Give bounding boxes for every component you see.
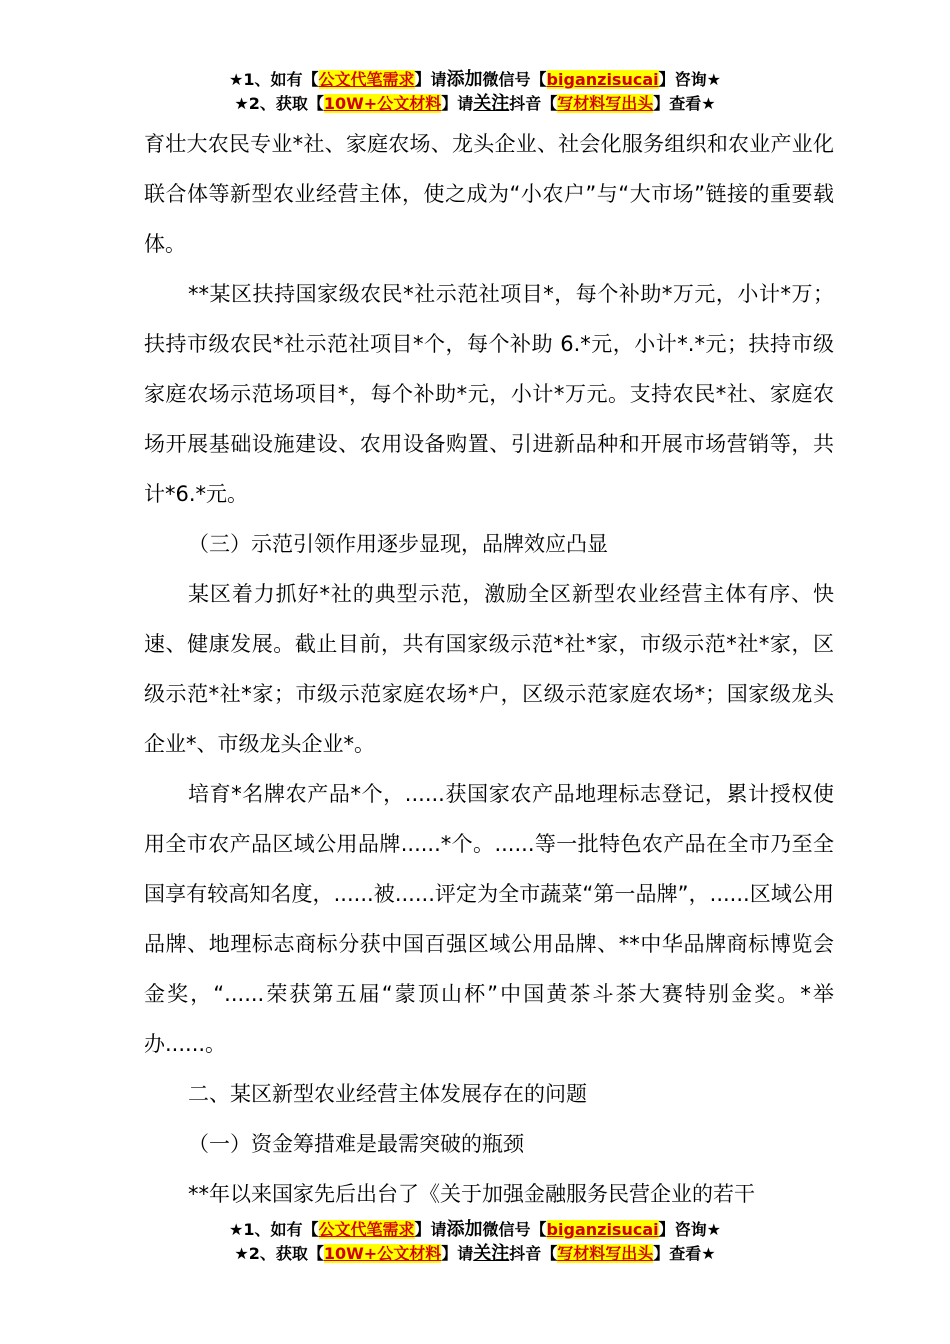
banner-highlight-wechat-id: biganzisucai bbox=[546, 1220, 659, 1239]
footer-banner bbox=[0, 1218, 950, 1266]
banner-text: ★1、如有【 bbox=[229, 70, 319, 89]
banner-text: ★2、获取【 bbox=[234, 1244, 324, 1263]
banner-highlight-materials: 10W+公文材料 bbox=[323, 1244, 442, 1263]
banner-text: 】请 bbox=[414, 70, 447, 89]
banner-text: 】查看★ bbox=[653, 1244, 716, 1263]
banner-text: 】咨询★ bbox=[658, 1220, 721, 1239]
banner-emphasis: 关注 bbox=[473, 93, 510, 114]
header-banner-line-1 bbox=[0, 68, 950, 92]
banner-text: ★2、获取【 bbox=[234, 94, 324, 113]
paragraph: 二、某区新型农业经营主体发展存在的问题 bbox=[188, 1082, 587, 1106]
banner-text: 】请 bbox=[414, 1220, 447, 1239]
paragraph: 培育*名牌农产品*个，......获国家农产品地理标志登记，累计授权使用全市农产品区域公用品牌......*个。......等一批特色农产品在全市乃至全国享有较高知名度，......被......评定为全市蔬菜“第一品牌”，......区域公用品牌、地理标志商标分获中国百强区域公用品牌、**中华品牌商标博览会金奖，“......荣获第五届“蒙顶山杯”中国黄茶斗茶大赛特别金奖。*举办......。 bbox=[144, 782, 835, 1056]
banner-highlight-wechat-id: biganzisucai bbox=[546, 70, 659, 89]
banner-text: 微信号【 bbox=[482, 70, 547, 89]
banner-text: 抖音【 bbox=[509, 94, 558, 113]
banner-highlight-service: 公文代笔需求 bbox=[318, 70, 415, 89]
banner-emphasis: 关注 bbox=[473, 1243, 510, 1264]
banner-highlight-douyin-account: 写材料写出头 bbox=[557, 1244, 654, 1263]
paragraph: 育壮大农民专业*社、家庭农场、龙头企业、社会化服务组织和农业产业化联合体等新型农业经营主体，使之成为“小农户”与“大市场”链接的重要载体。 bbox=[144, 132, 834, 256]
paragraph: （一）资金筹措难是最需突破的瓶颈 bbox=[188, 1132, 524, 1156]
banner-text: 抖音【 bbox=[509, 1244, 558, 1263]
header-banner-line-2 bbox=[0, 92, 950, 116]
header-banner bbox=[0, 68, 950, 116]
banner-highlight-materials: 10W+公文材料 bbox=[323, 94, 442, 113]
banner-text: 】咨询★ bbox=[658, 70, 721, 89]
banner-highlight-service: 公文代笔需求 bbox=[318, 1220, 415, 1239]
banner-highlight-douyin-account: 写材料写出头 bbox=[557, 94, 654, 113]
banner-emphasis: 添加 bbox=[446, 69, 483, 90]
banner-text: 微信号【 bbox=[482, 1220, 547, 1239]
banner-text: 】请 bbox=[441, 94, 474, 113]
footer-banner-line-1 bbox=[0, 1218, 950, 1242]
paragraph: **年以来国家先后出台了《关于加强金融服务民营企业的若干 bbox=[188, 1182, 755, 1206]
paragraph: **某区扶持国家级农民*社示范社项目*，每个补助*万元，小计*万；扶持市级农民*社示范社项目*个，每个补助 6.*元，小计*.*元；扶持市级家庭农场示范场项目*，每个补助*元，小计*万元。支持农民*社、家庭农场开展基础设施建设、农用设备购置、引进新品种和开展市场营销等，共计*6.*元。 bbox=[144, 282, 834, 506]
banner-text: 】查看★ bbox=[653, 94, 716, 113]
paragraph: 某区着力抓好*社的典型示范，激励全区新型农业经营主体有序、快速、健康发展。截止目前，共有国家级示范*社*家，市级示范*社*家，区级示范*社*家；市级示范家庭农场*户，区级示范家庭农场*；国家级龙头企业*、市级龙头企业*。 bbox=[144, 582, 834, 756]
paragraph: （三）示范引领作用逐步显现，品牌效应凸显 bbox=[188, 532, 608, 556]
banner-text: 】请 bbox=[441, 1244, 474, 1263]
banner-emphasis: 添加 bbox=[446, 1219, 483, 1240]
banner-text: ★1、如有【 bbox=[229, 1220, 319, 1239]
document-body bbox=[144, 119, 834, 1219]
footer-banner-line-2 bbox=[0, 1242, 950, 1266]
